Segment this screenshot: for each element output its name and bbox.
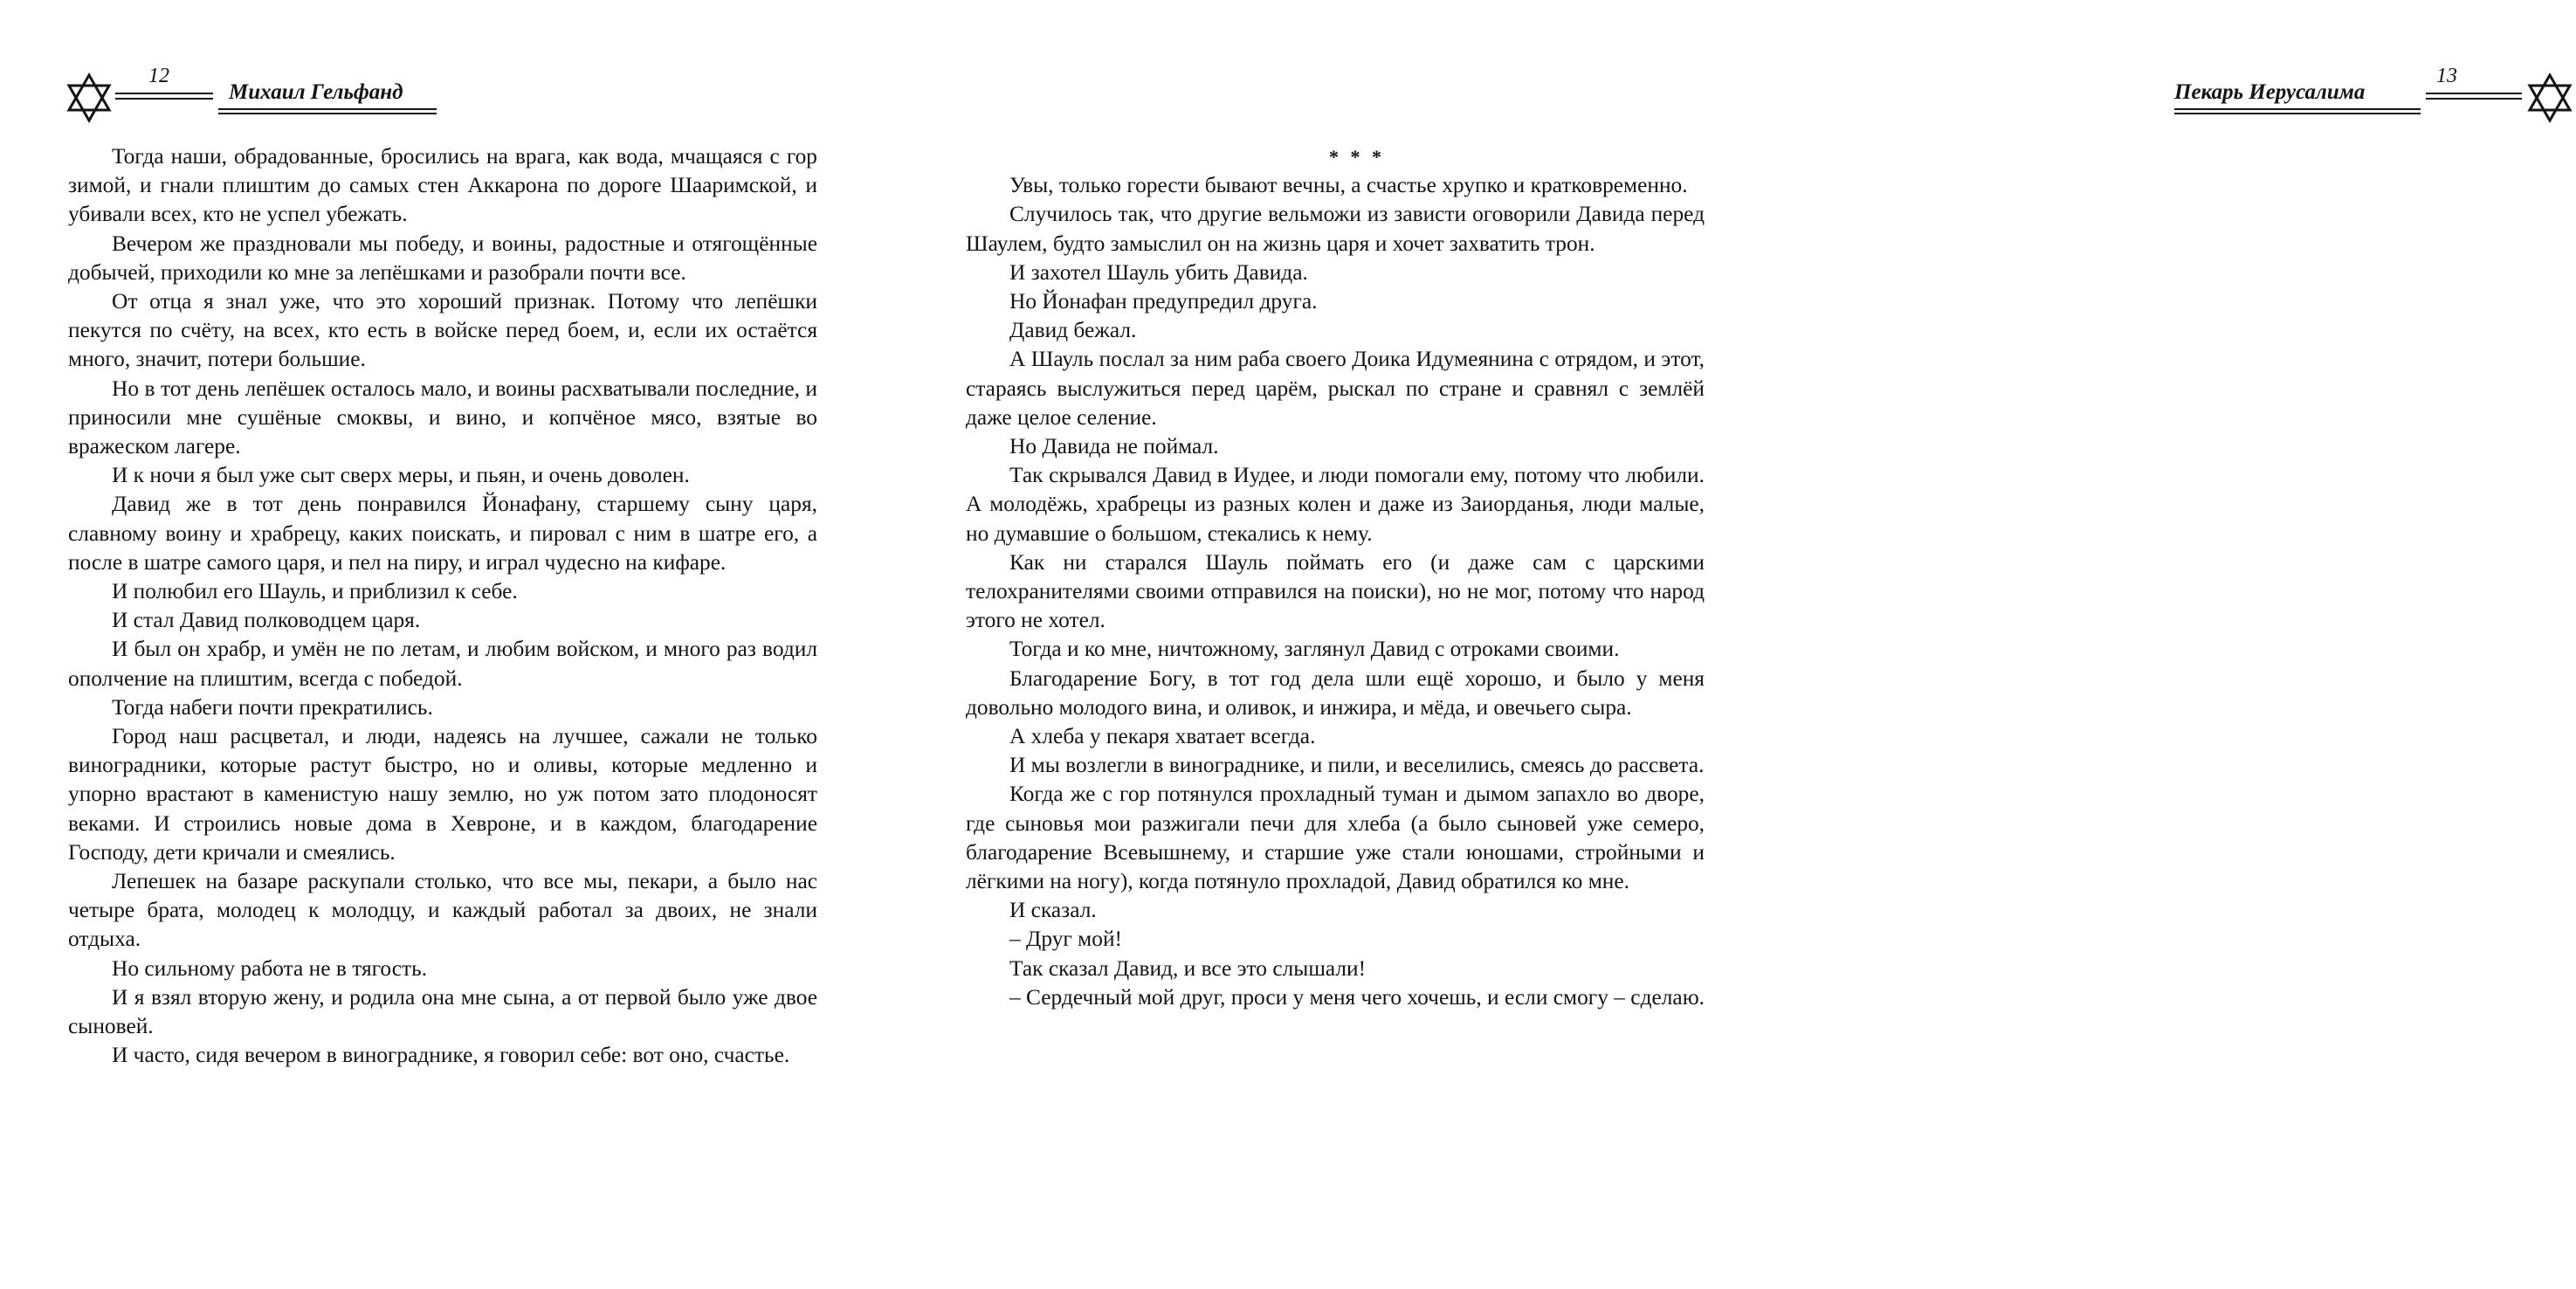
running-title-author: Михаил Гельфанд	[229, 80, 403, 104]
header-rule	[218, 108, 437, 110]
paragraph: Но сильному работа не в тягость.	[112, 955, 428, 981]
paragraph: И к ночи я был уже сыт сверх меры, и пьян, и очень доволен.	[112, 463, 690, 488]
paragraph: И сказал.	[1009, 898, 1097, 923]
paragraph: Город наш расцветал, и люди, надеясь на лучшее, сажали не только виноградники, которые растут быстро, но и оливы, которые медленно и упорно врастают в каменистую нашу землю, но уж потом зато плодоносят веками. И строились новые дома в Хевроне, и в каждом, благодарение Господу, дети кричали и смеялись.	[68, 724, 817, 865]
paragraph: – Друг мой!	[1009, 927, 1122, 952]
paragraph: Лепешек на базаре раскупали столько, что все мы, пекари, а было нас четыре брата, молодец к молодцу, и каждый работал за двоих, не знали отдыха.	[68, 869, 817, 952]
star-of-david-icon	[63, 72, 115, 124]
paragraph: И часто, сидя вечером в винограднике, я говорил себе: вот оно, счастье.	[112, 1043, 790, 1068]
paragraph: Но Йонафан предупредил друга.	[1009, 289, 1318, 314]
paragraph: И полюбил его Шауль, и приблизил к себе.	[112, 579, 518, 604]
header-rule	[2426, 98, 2522, 100]
section-separator: * * *	[1329, 146, 1385, 168]
header-rule	[2426, 93, 2522, 94]
paragraph: А Шауль послал за ним раба своего Доика Идумеянина с отрядом, и этот, стараясь выслужиться перед царём, рыскал по стране и сравнял с землёй даже целое селение.	[966, 347, 1705, 430]
paragraph: Тогда и ко мне, ничтожному, заглянул Давид с отроками своими.	[1009, 637, 1620, 662]
left-page	[0, 0, 873, 1289]
running-title-book: Пекарь Иерусалима	[2174, 80, 2366, 104]
page-number: 12	[148, 65, 169, 87]
page-number: 13	[2436, 65, 2457, 87]
paragraph: Но в тот день лепёшек осталось мало, и воины расхватывали последние, и приносили мне сушёные смоквы, и вино, и копчёное мясо, взятые во вражеском лагере.	[68, 376, 817, 459]
paragraph: И был он храбр, и умён не по летам, и любим войском, и много раз водил ополчение на плиштим, всегда с победой.	[68, 637, 817, 691]
paragraph: И я взял вторую жену, и родила она мне сына, а от первой было уже двое сыновей.	[68, 984, 817, 1039]
paragraph: Тогда набеги почти прекратились.	[112, 694, 433, 720]
paragraph: Благодарение Богу, в тот год дела шли ещё хорошо, и было у меня довольно молодого вина, и оливок, и инжира, и мёда, и овечьего сыра.	[966, 665, 1705, 720]
paragraph: Увы, только горести бывают вечны, а счастье хрупко и кратковременно.	[1009, 173, 1688, 198]
header-rule	[115, 98, 213, 100]
header-rule	[218, 113, 437, 114]
paragraph: От отца я знал уже, что это хороший признак. Потому что лепёшки пекутся по счёту, на всех, кто есть в войске перед боем, и, если их остаётся много, значит, потери большие.	[68, 289, 817, 372]
right-page	[873, 0, 2457, 1289]
paragraph: Случилось так, что другие вельможи из зависти оговорили Давида перед Шаулем, будто замыслил он на жизнь царя и хочет захватить трон.	[966, 202, 1705, 256]
paragraph: Давид же в тот день понравился Йонафану, старшему сыну царя, славному воину и храбрецу, каких поискать, и пировал с ним в шатре его, а после в шатре самого царя, и пел на пиру, и играл чудесно на кифаре.	[68, 492, 817, 575]
paragraph: И захотел Шауль убить Давида.	[1009, 259, 1308, 285]
paragraph: Так скрывался Давид в Иудее, и люди помогали ему, потому что любили. А молодёжь, храбрецы из разных колен и даже из Заиорданья, люди малые, но думавшие о большом, стекались к нему.	[966, 463, 1705, 546]
left-page-text	[68, 142, 817, 1071]
header-rule	[2174, 108, 2421, 110]
paragraph: А хлеба у пекаря хватает всегда.	[1009, 724, 1316, 749]
left-page-header	[63, 65, 438, 117]
header-rule	[115, 93, 213, 94]
paragraph: Так сказал Давид, и все это слышали!	[1009, 955, 1367, 981]
paragraph: Когда же с гор потянулся прохладный туман и дымом запахло во дворе, где сыновья мои разжигали печи для хлеба (а было сыновей уже семеро, благодарение Всевышнему, и старшие уже стали юношами, стройными и лёгкими на ногу), когда потянуло прохладой, Давид обратился ко мне.	[966, 782, 1705, 894]
header-rule	[2174, 113, 2421, 114]
paragraph: И мы возлегли в винограднике, и пили, и веселились, смеясь до рассвета.	[1009, 753, 1705, 778]
paragraph: – Сердечный мой друг, проси у меня чего хочешь, и если смогу – сделаю.	[1009, 984, 1705, 1010]
paragraph: Тогда наши, обрадованные, бросились на врага, как вода, мчащаяся с гор зимой, и гнали плиштим до самых стен Аккарона по дороге Шааримской, и убивали всех, кто не успел убежать.	[68, 144, 817, 227]
star-of-david-icon	[2524, 72, 2576, 124]
paragraph: Давид бежал.	[1009, 318, 1137, 343]
right-page-header	[2174, 65, 2576, 117]
right-page-text	[966, 142, 1705, 1012]
paragraph: Вечером же праздновали мы победу, и воины, радостные и отягощённые добычей, приходили ко мне за лепёшками и разобрали почти все.	[68, 231, 817, 285]
paragraph: Но Давида не поймал.	[1009, 434, 1219, 459]
paragraph: Как ни старался Шауль поймать его (и даже сам с царскими телохранителями своими отправился на поиски), но не мог, потому что народ этого не хотел.	[966, 549, 1705, 633]
paragraph: И стал Давид полководцем царя.	[112, 608, 421, 633]
